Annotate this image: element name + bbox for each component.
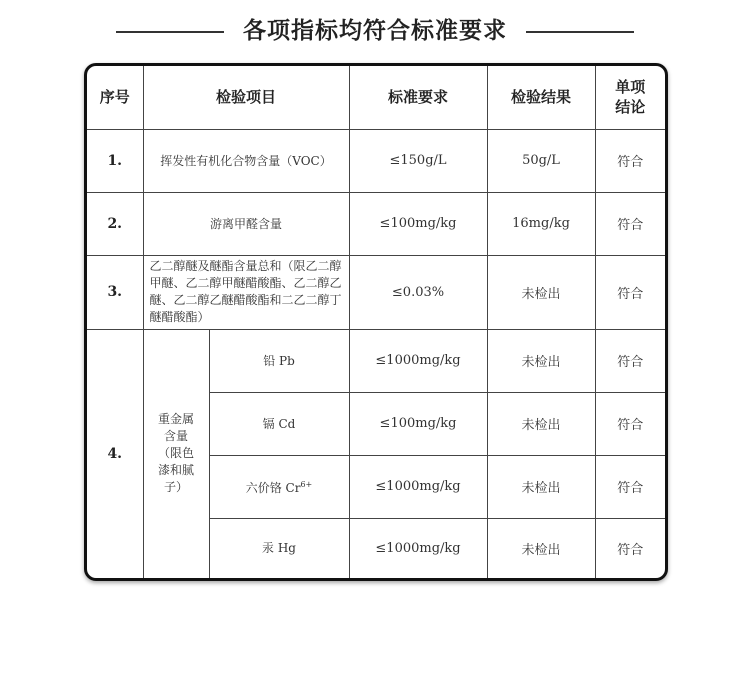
test-results-card [84,63,668,581]
row-standard: ≤150g/L [349,129,487,192]
row-standard: ≤1000mg/kg [349,329,487,392]
header-seq: 序号 [87,66,143,129]
row-standard: ≤1000mg/kg [349,455,487,518]
row-item-name: 六价铬 Cr [245,481,301,495]
header-conclusion [595,66,665,129]
row-item: 乙二醇醚及醚酯含量总和（限乙二醇甲醚、乙二醇甲醚醋酸酯、乙二醇乙醚、乙二醇乙醚醋酸酯和二乙二醇丁醚醋酸酯） [143,255,349,329]
row-seq: 4. [87,329,143,578]
row-standard: ≤100mg/kg [349,192,487,255]
row-result: 未检出 [487,455,595,518]
row-result: 未检出 [487,392,595,455]
row-seq: 2. [87,192,143,255]
row-result: 未检出 [487,255,595,329]
row-conclusion: 符合 [595,518,665,578]
row-standard: ≤100mg/kg [349,392,487,455]
row-conclusion: 符合 [595,255,665,329]
row-conclusion: 符合 [595,192,665,255]
row-item: 镉 Cd [209,392,349,455]
header-item: 检验项目 [143,66,349,129]
row-item-superscript: 6+ [300,480,313,489]
title-divider-right [526,31,634,33]
row-seq: 1. [87,129,143,192]
row-conclusion: 符合 [595,129,665,192]
row-result: 50g/L [487,129,595,192]
row-item: 铅 Pb [209,329,349,392]
header-conclusion-line1: 单项 [615,78,646,97]
header-result: 检验结果 [487,66,595,129]
title-bar [0,14,750,48]
title-divider-left [116,31,224,33]
row-standard: ≤0.03% [349,255,487,329]
header-conclusion-line2: 结论 [615,98,646,117]
row-item: 汞 Hg [209,518,349,578]
row-conclusion: 符合 [595,392,665,455]
row-result: 未检出 [487,518,595,578]
table-row [87,329,665,392]
row-conclusion: 符合 [595,455,665,518]
row-item: 挥发性有机化合物含量（VOC） [143,129,349,192]
heavy-metal-group-label: 重金属含量（限色漆和腻子） [143,329,209,578]
row-seq: 3. [87,255,143,329]
table-row [87,129,665,192]
page-title: 各项指标均符合标准要求 [243,18,507,44]
header-standard: 标准要求 [349,66,487,129]
row-standard: ≤1000mg/kg [349,518,487,578]
row-result: 未检出 [487,329,595,392]
row-conclusion: 符合 [595,329,665,392]
table-row [87,192,665,255]
table-row [87,255,665,329]
test-results-table [87,66,665,579]
row-item [209,455,349,518]
row-result: 16mg/kg [487,192,595,255]
table-header-row [87,66,665,129]
row-item: 游离甲醛含量 [143,192,349,255]
